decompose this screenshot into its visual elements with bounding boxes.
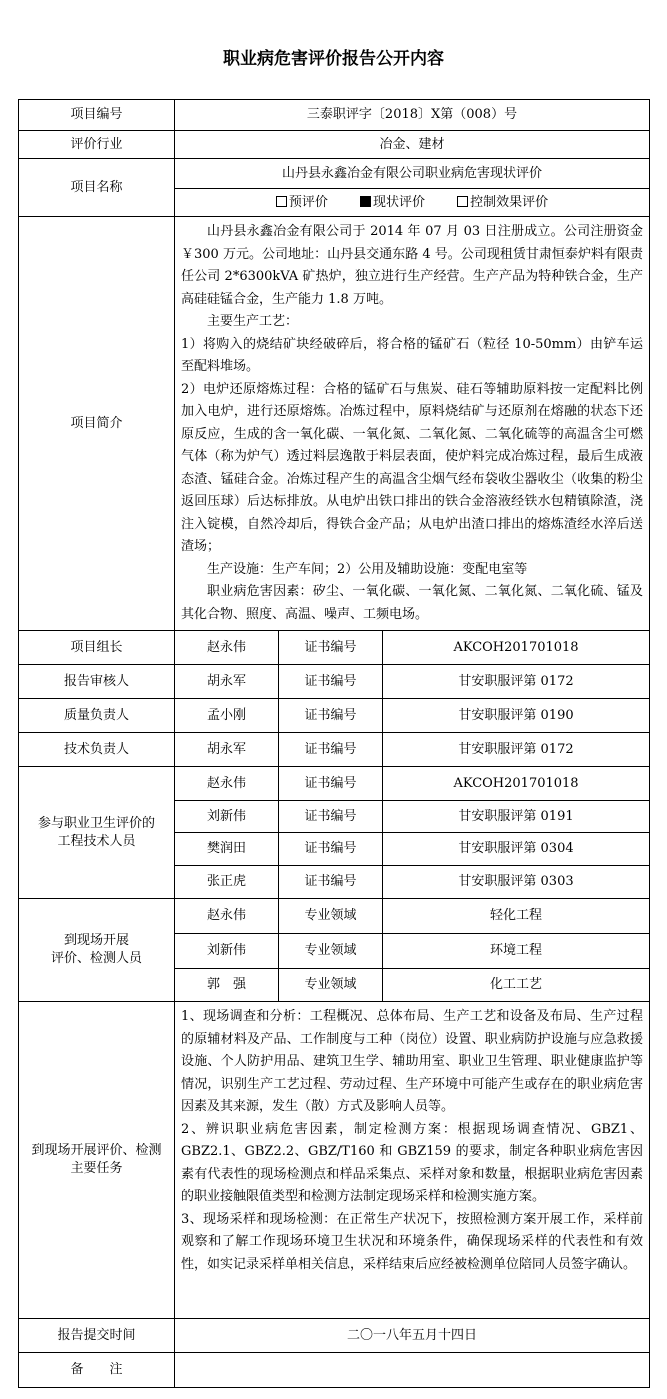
person-name: 樊润田 xyxy=(175,833,279,866)
cert-label: 证书编号 xyxy=(279,833,383,866)
person-name: 赵永伟 xyxy=(175,767,279,801)
intro-label: 项目简介 xyxy=(19,217,175,631)
cert-label: 证书编号 xyxy=(279,866,383,899)
checkbox-control xyxy=(457,196,468,207)
person-name: 刘新伟 xyxy=(175,934,279,969)
person-name: 赵永伟 xyxy=(175,899,279,934)
row-industry xyxy=(19,131,650,159)
submit-value: 二〇一八年五月十四日 xyxy=(175,1319,650,1353)
row-submit-time xyxy=(19,1319,650,1353)
cert-number: 甘安职服评第 0191 xyxy=(383,801,650,833)
industry-label: 评价行业 xyxy=(19,131,175,159)
remark-value xyxy=(175,1353,650,1388)
intro-paragraph-process-title: 主要生产工艺： xyxy=(207,314,299,329)
intro-paragraph-step2: 2）电炉还原熔炼过程：合格的锰矿石与焦炭、硅石等辅助原料按一定配料比例加入电炉，进行还原熔炼。冶炼过程中，原料烧结矿与还原剂在熔融的状态下还原反应，生成的含一氧化碳、一氧化氮、二氧化氮、二氧化硫等的高温含尘可燃气体（称为炉气）透过料层逸散于料层表面，使炉料完成冶炼过程，最后生成液态渣、锰硅合金。冶炼过程产生的高温含尘烟气经布袋收尘器收尘（收集的粉尘返回压球）后达标排放。从电炉出铁口排出的铁合金溶液经铁水包精镇除渣，浇注入锭模，自然冷却后，得铁合金产品；从电炉出渣口排出的熔炼渣经水淬后送渣场； xyxy=(181,381,644,554)
role-label: 项目组长 xyxy=(19,631,175,665)
field-staff-label: 到现场开展 评价、检测人员 xyxy=(19,899,175,1002)
eval-option-current: 现状评价 xyxy=(360,195,425,210)
page-title: 职业病危害评价报告公开内容 xyxy=(223,49,444,69)
cert-label: 证书编号 xyxy=(279,665,383,699)
cert-number: 甘安职服评第 0190 xyxy=(383,699,650,733)
row-technical xyxy=(19,733,650,767)
person-name: 胡永军 xyxy=(175,665,279,699)
cert-label: 证书编号 xyxy=(279,801,383,833)
cert-label: 证书编号 xyxy=(279,631,383,665)
project-name-value: 山丹县永鑫冶金有限公司职业病危害现状评价 xyxy=(175,159,650,189)
cert-number: AKCOH201701018 xyxy=(383,631,650,665)
checkbox-current xyxy=(360,196,371,207)
cert-number: AKCOH201701018 xyxy=(383,767,650,801)
field-label: 专业领域 xyxy=(279,899,383,934)
intro-paragraph-facilities: 生产设施：生产车间；2）公用及辅助设施：变配电室等 xyxy=(207,561,528,577)
eval-option-pre: 预评价 xyxy=(276,195,328,210)
task-identify: 2、辨识职业病危害因素，制定检测方案：根据现场调查情况、GBZ1、GBZ2.1、GBZ2.2、GBZ/T160 和 GBZ159 的要求，制定各种职业病危害因素有代表性的现场检测点和样品采集点、采样对象和数量，根据职业病危害因素的职业接触限值类型和检测方法制定现场采样和检测实施方案。 xyxy=(181,1121,644,1204)
eval-option-control: 控制效果评价 xyxy=(457,195,548,210)
row-project-name xyxy=(19,159,650,189)
remark-label: 备 注 xyxy=(19,1353,175,1388)
cert-label: 证书编号 xyxy=(279,733,383,767)
intro-paragraph-company: 山丹县永鑫冶金有限公司于 2014 年 07 月 03 日注册成立。公司注册资金￥300 万元。公司地址：山丹县交通东路 4 号。公司现租赁甘肃恒泰炉料有限责任公司 2*6300kVA 矿热炉，独立进行生产经营。生产产品为特种铁合金，生产高硅硅锰合金，生产能力 1.8 万吨。 xyxy=(181,224,644,307)
row-project-no xyxy=(19,100,650,131)
project-no-value: 三泰职评字〔2018〕X第（008）号 xyxy=(175,100,650,131)
row-reviewer xyxy=(19,665,650,699)
submit-label: 报告提交时间 xyxy=(19,1319,175,1353)
row-field-staff xyxy=(19,899,650,934)
cert-number: 甘安职服评第 0172 xyxy=(383,733,650,767)
person-name: 孟小刚 xyxy=(175,699,279,733)
intro-paragraph-hazards: 职业病危害因素：矽尘、一氧化碳、一氧化氮、二氧化氮、二氧化硫、锰及其化合物、照度、高温、噪声、工频电场。 xyxy=(181,584,644,622)
industry-value: 冶金、建材 xyxy=(175,131,650,159)
row-participant xyxy=(19,767,650,801)
field-label: 专业领域 xyxy=(279,969,383,1002)
intro-content xyxy=(175,217,650,631)
tasks-label: 到现场开展评价、检测 主要任务 xyxy=(19,1002,175,1319)
project-name-label: 项目名称 xyxy=(19,159,175,217)
cert-label: 证书编号 xyxy=(279,699,383,733)
participants-label: 参与职业卫生评价的 工程技术人员 xyxy=(19,767,175,899)
role-label: 技术负责人 xyxy=(19,733,175,767)
task-survey: 1、现场调查和分析：工程概况、总体布局、生产工艺和设备及布局、生产过程的原辅材料及产品、工作制度与工种（岗位）设置、职业病防护设施与应急救援设施、个人防护用品、建筑卫生学、辅助用室、职业卫生管理、职业健康监护等情况，识别生产工艺过程、劳动过程、生产环境中可能产生或存在的职业病危害因素及其来源，发生（散）方式及影响人员等。 xyxy=(181,1009,644,1114)
row-tasks xyxy=(19,1002,650,1319)
field-label: 专业领域 xyxy=(279,934,383,969)
field-value: 轻化工程 xyxy=(383,899,650,934)
cert-number: 甘安职服评第 0172 xyxy=(383,665,650,699)
person-name: 赵永伟 xyxy=(175,631,279,665)
field-value: 环境工程 xyxy=(383,934,650,969)
field-value: 化工工艺 xyxy=(383,969,650,1002)
cert-number: 甘安职服评第 0303 xyxy=(383,866,650,899)
row-leader xyxy=(19,631,650,665)
task-sampling: 3、现场采样和现场检测：在正常生产状况下，按照检测方案开展工作，采样前观察和了解工作现场环境卫生状况和环境条件，确保现场采样的代表性和有效性，如实记录采样单相关信息，采样结束后应经被检测单位陪同人员签字确认。 xyxy=(181,1211,644,1272)
person-name: 郭 强 xyxy=(175,969,279,1002)
person-name: 刘新伟 xyxy=(175,801,279,833)
role-label: 质量负责人 xyxy=(19,699,175,733)
row-quality xyxy=(19,699,650,733)
tasks-content xyxy=(175,1002,650,1319)
person-name: 张正虎 xyxy=(175,866,279,899)
eval-type-options xyxy=(175,189,650,217)
report-table xyxy=(18,99,650,1388)
row-remark xyxy=(19,1353,650,1388)
checkbox-pre xyxy=(276,196,287,207)
row-intro xyxy=(19,217,650,631)
cert-label: 证书编号 xyxy=(279,767,383,801)
cert-number: 甘安职服评第 0304 xyxy=(383,833,650,866)
project-no-label: 项目编号 xyxy=(19,100,175,131)
person-name: 胡永军 xyxy=(175,733,279,767)
role-label: 报告审核人 xyxy=(19,665,175,699)
intro-paragraph-step1: 1）将购入的烧结矿块经破碎后，将合格的锰矿石（粒径 10-50mm）由铲车运至配料堆场。 xyxy=(181,336,644,374)
